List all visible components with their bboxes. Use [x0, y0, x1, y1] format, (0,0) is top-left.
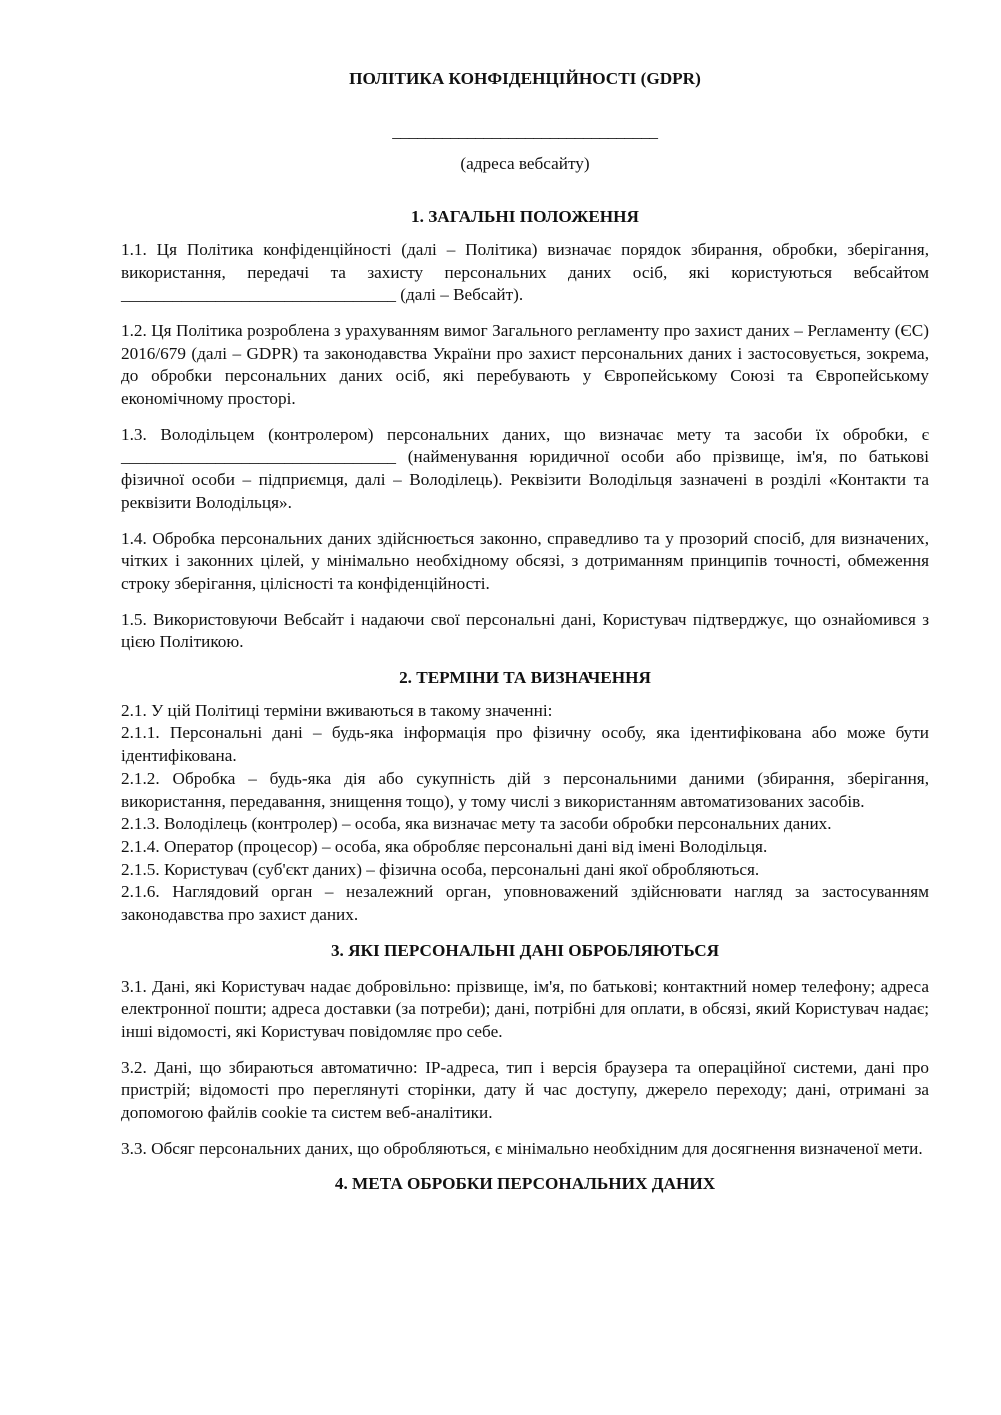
paragraph-1-3: 1.3. Володільцем (контролером) персональних даних, що визначає мету та засоби їх обробки, є ________________________________ (найменування юридичної особи або прізвище, ім'я, по батькові фізичної особи – підприємця, далі – Володілець). Реквізити Володільця зазначені в розділі «Контакти та реквізити Володільця». [121, 424, 929, 512]
website-address-caption: (адреса вебсайту) [460, 154, 590, 174]
paragraph-1-5: 1.5. Використовуючи Вебсайт і надаючи свої персональні дані, Користувач підтверджує, що ознайомився з цією Політикою. [121, 609, 929, 652]
website-address-blank: ________________________________ [392, 121, 658, 141]
paragraph-2-1-1: 2.1.1. Персональні дані – будь-яка інформація про фізичну особу, яка ідентифікована або може бути ідентифікована. [121, 723, 929, 766]
section-heading-terms: 2. ТЕРМІНИ ТА ВИЗНАЧЕННЯ [399, 668, 651, 688]
paragraph-2-1-3: 2.1.3. Володілець (контролер) – особа, яка визначає мету та засоби обробки персональних даних. [121, 814, 832, 834]
paragraph-2-1: 2.1. У цій Політиці терміни вживаються в такому значенні: [121, 700, 553, 720]
paragraph-2-1-5: 2.1.5. Користувач (суб'єкт даних) – фізична особа, персональні дані якої обробляються. [121, 859, 760, 879]
section-heading-purpose: 4. МЕТА ОБРОБКИ ПЕРСОНАЛЬНИХ ДАНИХ [334, 1174, 716, 1194]
paragraph-3-2: 3.2. Дані, що збираються автоматично: IP-адреса, тип і версія браузера та операційної системи, дані про пристрій; відомості про переглянуті сторінки, дату й час доступу, джерело переходу; дані, отримані за допомогою файлів cookie та систем веб-аналітики. [121, 1057, 929, 1123]
section-heading-data-processed: 3. ЯКІ ПЕРСОНАЛЬНІ ДАНІ ОБРОБЛЯЮТЬСЯ [330, 940, 720, 960]
document-title: ПОЛІТИКА КОНФІДЕНЦІЙНОСТІ (GDPR) [349, 69, 701, 88]
section-heading-general: 1. ЗАГАЛЬНІ ПОЛОЖЕННЯ [411, 207, 639, 227]
paragraph-2-1-4: 2.1.4. Оператор (процесор) – особа, яка обробляє персональні дані від імені Володільця. [121, 836, 768, 856]
paragraph-3-3: 3.3. Обсяг персональних даних, що обробляються, є мінімально необхідним для досягнення визначеної мети. [121, 1138, 923, 1158]
paragraph-1-1: 1.1. Ця Політика конфіденційності (далі – Політика) визначає порядок збирання, обробки, зберігання, використання, передачі та захисту персональних даних осіб, які користуються вебсайтом ________________________________ (далі – Вебсайт). [121, 239, 929, 305]
paragraph-1-2: 1.2. Ця Політика розроблена з урахуванням вимог Загального регламенту про захист даних – Регламенту (ЄС) 2016/679 (далі – GDPR) та законодавства України про захист персональних даних і застосовується, зокрема, до обробки персональних даних осіб, які перебувають у Європейському Союзі та Європейському економічному просторі. [121, 320, 929, 409]
paragraph-3-1: 3.1. Дані, які Користувач надає добровільно: прізвище, ім'я, по батькові; контактний номер телефону; адреса електронної пошти; адреса доставки (за потреби); дані, потрібні для оплати, в обсязі, який Користувач надає; інші відомості, які Користувач повідомляє про себе. [121, 976, 929, 1041]
paragraph-2-1-6: 2.1.6. Наглядовий орган – незалежний орган, уповноважений здійснювати нагляд за застосуванням законодавства про захист даних. [121, 882, 929, 925]
terms-list [121, 700, 929, 927]
paragraph-1-4: 1.4. Обробка персональних даних здійснюється законно, справедливо та у прозорий спосіб, для визначених, чітких і законних цілей, у мінімально необхідному обсязі, з дотриманням принципів точності, обмеження строку зберігання, цілісності та конфіденційності. [121, 528, 929, 593]
paragraph-2-1-2: 2.1.2. Обробка – будь-яка дія або сукупність дій з персональними даними (збирання, зберігання, використання, передавання, знищення тощо), у тому числі з використанням автоматизованих засобів. [121, 768, 929, 811]
